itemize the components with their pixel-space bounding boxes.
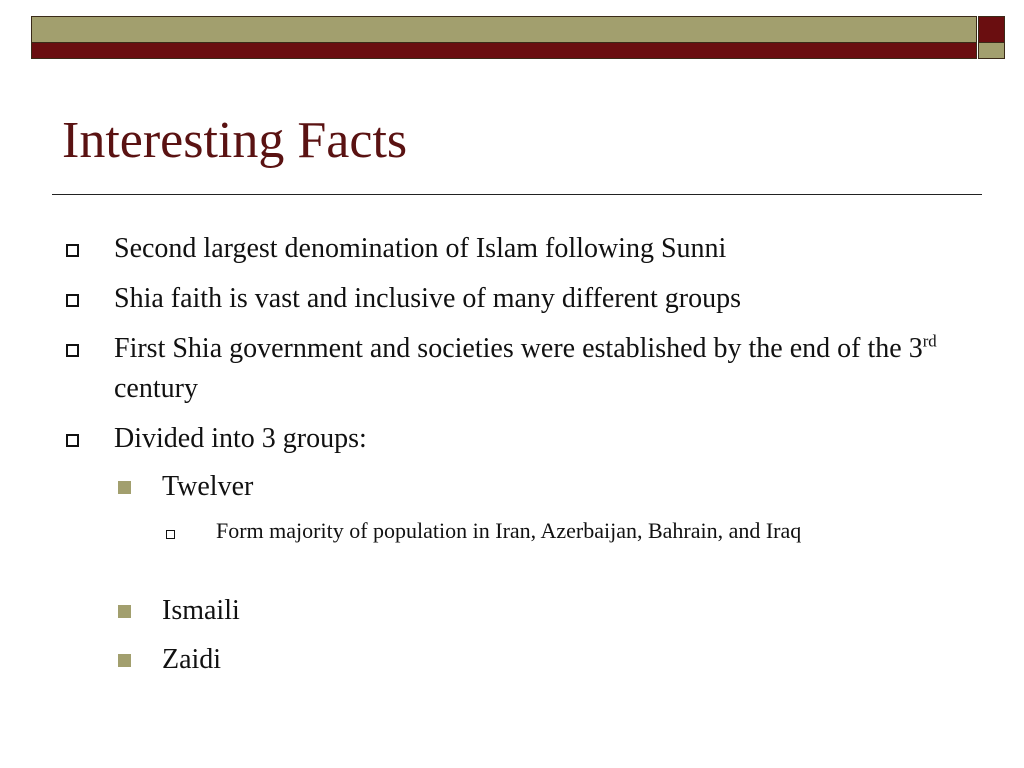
sub-bullet-twelver: Twelver	[162, 471, 254, 502]
title-divider	[52, 194, 982, 195]
bullet-solid-square-icon	[118, 605, 131, 618]
bullet-3	[114, 329, 944, 409]
slide-title: Interesting Facts	[62, 112, 408, 169]
header-bar-maroon	[31, 42, 977, 59]
header-square-maroon	[978, 16, 1005, 43]
sub-bullet-ismaili: Ismaili	[162, 595, 240, 626]
bullet-3-text: First Shia government and societies were established by the end of the 3	[114, 333, 923, 364]
bullet-3-suffix: century	[114, 373, 198, 404]
bullet-solid-square-icon	[118, 481, 131, 494]
bullet-4: Divided into 3 groups:	[114, 423, 367, 454]
bullet-hollow-square-small-icon	[166, 530, 175, 539]
bullet-1: Second largest denomination of Islam following Sunni	[114, 233, 727, 264]
bullet-hollow-square-icon	[66, 294, 79, 307]
bullet-hollow-square-icon	[66, 344, 79, 357]
header-bar-olive	[31, 16, 977, 43]
bullet-hollow-square-icon	[66, 434, 79, 447]
sub-bullet-zaidi: Zaidi	[162, 644, 222, 675]
bullet-2: Shia faith is vast and inclusive of many different groups	[114, 283, 742, 314]
bullet-hollow-square-icon	[66, 244, 79, 257]
bullet-solid-square-icon	[118, 654, 131, 667]
bullet-3-superscript: rd	[922, 331, 937, 351]
sub-sub-bullet-twelver-detail: Form majority of population in Iran, Azerbaijan, Bahrain, and Iraq	[216, 518, 802, 543]
header-square-olive	[978, 42, 1005, 59]
